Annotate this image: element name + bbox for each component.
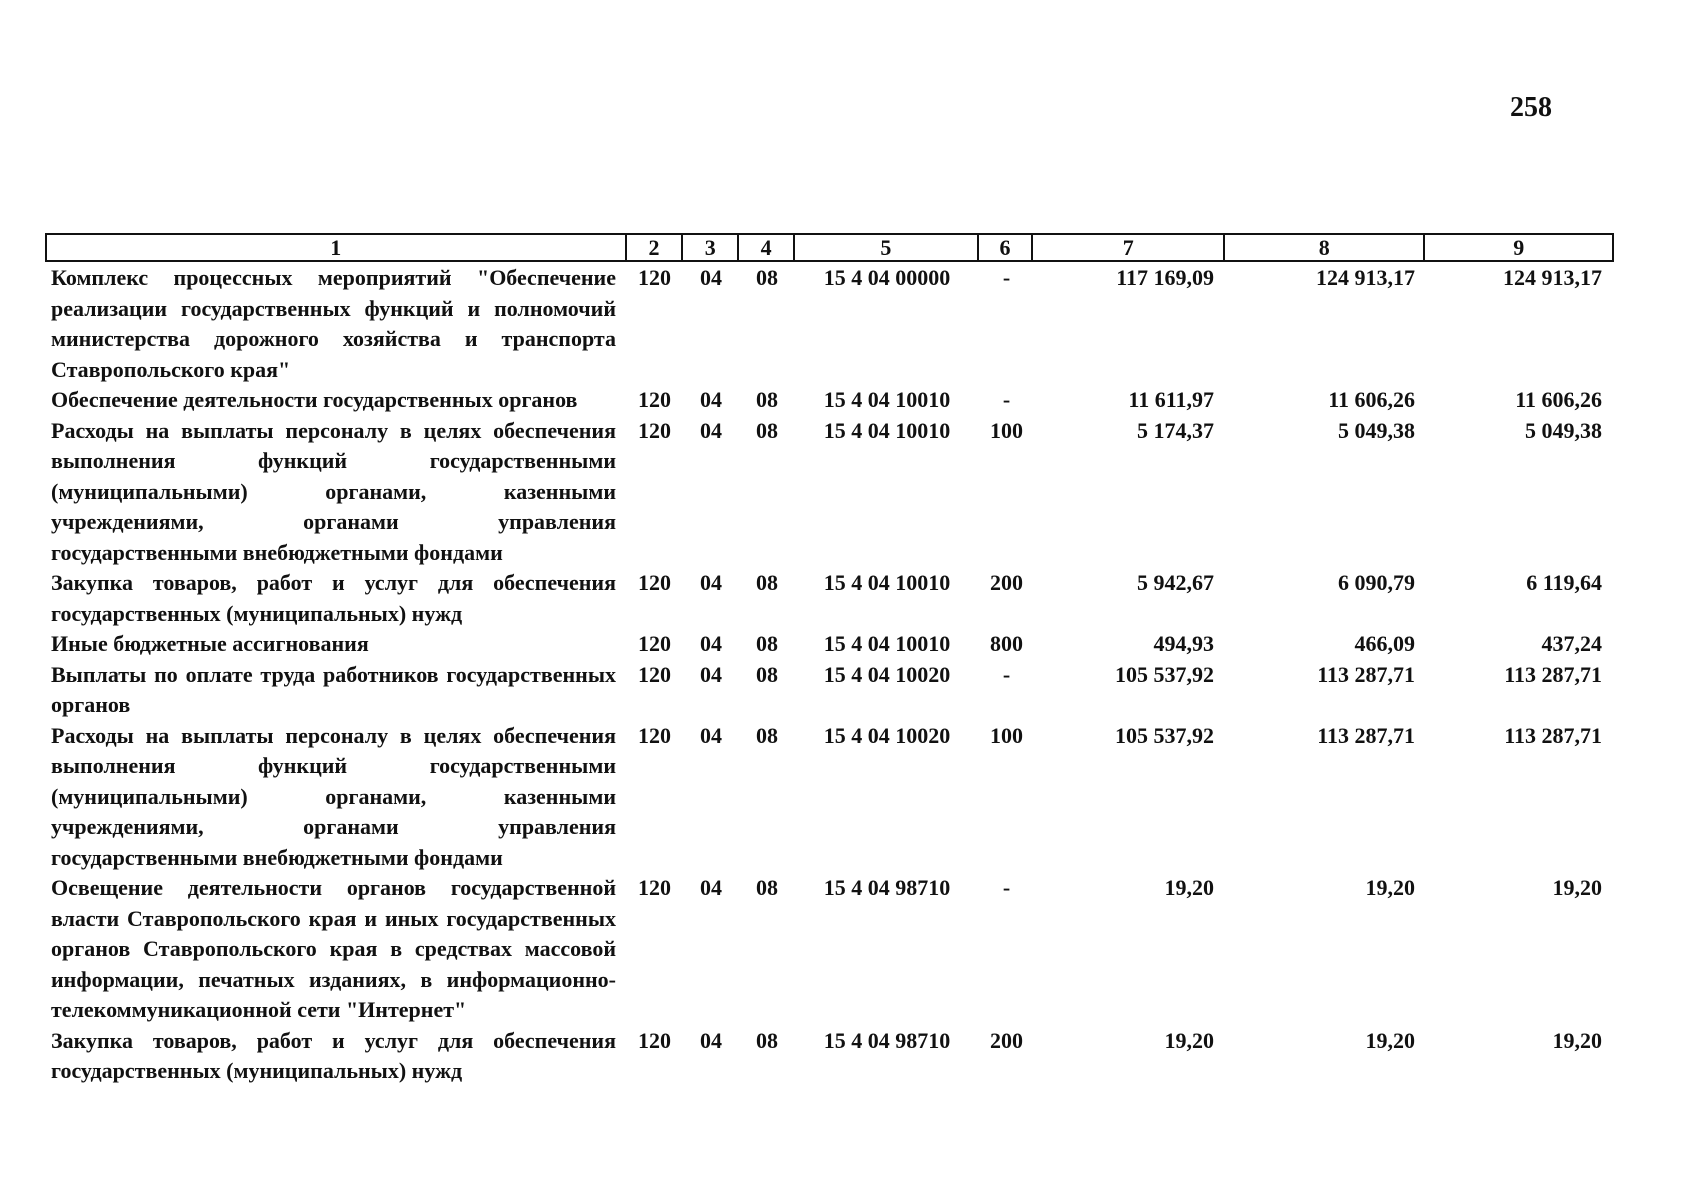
table-row xyxy=(45,629,1614,660)
cell-col-4: 08 xyxy=(756,631,778,656)
cell-col-7: 19,20 xyxy=(1164,875,1214,900)
row-description: Освещение деятельности органов государственной власти Ставропольского края и иных государственных органов Ставропольского края в средствах массовой информации, печатных изданиях, в информационно-телекоммуникационной сети "Интернет" xyxy=(51,875,616,1022)
cell-col-7: 494,93 xyxy=(1153,631,1214,656)
header-cell: 9 xyxy=(1513,235,1525,260)
row-description: Иные бюджетные ассигнования xyxy=(51,631,369,656)
cell-col-9: 6 119,64 xyxy=(1526,570,1602,595)
cell-col-6: 100 xyxy=(990,417,1023,443)
cell-col-3: 04 xyxy=(700,875,722,900)
cell-col-2: 120 xyxy=(638,661,671,687)
cell-col-3: 04 xyxy=(700,387,722,412)
cell-col-2: 120 xyxy=(638,1027,671,1053)
cell-col-5: 15 4 04 10010 xyxy=(823,387,951,412)
cell-col-3: 04 xyxy=(700,417,722,443)
cell-col-3: 04 xyxy=(700,265,722,290)
cell-col-6: - xyxy=(1002,265,1011,290)
cell-col-7: 117 169,09 xyxy=(1116,265,1214,290)
cell-col-6: - xyxy=(1002,387,1011,412)
cell-col-5: 15 4 04 10010 xyxy=(823,570,951,595)
cell-col-4: 08 xyxy=(756,875,778,900)
cell-col-4: 08 xyxy=(756,570,778,595)
row-description: Комплекс процессных мероприятий "Обеспечение реализации государственных функций и полномочий министерства дорожного хозяйства и транспорта Ставропольского края" xyxy=(51,265,616,382)
cell-col-7: 19,20 xyxy=(1164,1027,1214,1053)
header-cell: 8 xyxy=(1225,235,1425,260)
cell-col-2: 120 xyxy=(638,875,671,900)
cell-col-2: 120 xyxy=(638,722,671,748)
table-row xyxy=(45,873,1614,1026)
cell-col-8: 113 287,71 xyxy=(1317,661,1415,687)
cell-col-8: 19,20 xyxy=(1365,1027,1415,1053)
cell-col-6: 200 xyxy=(990,570,1023,595)
table-row xyxy=(45,416,1614,569)
cell-col-7: 11 611,97 xyxy=(1128,387,1214,412)
cell-col-3: 04 xyxy=(700,661,722,687)
row-description: Выплаты по оплате труда работников государственных органов xyxy=(51,661,616,717)
cell-col-7: 105 537,92 xyxy=(1115,661,1214,687)
header-cell: 3 xyxy=(683,235,739,260)
table-row xyxy=(45,263,1614,385)
cell-col-8: 19,20 xyxy=(1365,875,1415,900)
cell-col-4: 08 xyxy=(756,265,778,290)
cell-col-5: 15 4 04 98710 xyxy=(823,875,951,900)
cell-col-9: 113 287,71 xyxy=(1504,661,1602,687)
table-header-row xyxy=(45,233,1614,262)
cell-col-6: - xyxy=(1002,875,1011,900)
cell-col-2: 120 xyxy=(638,265,671,290)
cell-col-9: 5 049,38 xyxy=(1525,417,1602,443)
cell-col-8: 11 606,26 xyxy=(1328,387,1415,412)
header-cell: 5 xyxy=(795,235,979,260)
cell-col-2: 120 xyxy=(638,631,671,656)
header-cell: 6 xyxy=(979,235,1034,260)
cell-col-9: 124 913,17 xyxy=(1503,265,1602,290)
cell-col-8: 6 090,79 xyxy=(1338,570,1415,595)
cell-col-6: 800 xyxy=(990,631,1023,656)
cell-col-5: 15 4 04 10020 xyxy=(823,722,951,748)
cell-col-5: 15 4 04 10020 xyxy=(823,661,951,687)
cell-col-4: 08 xyxy=(756,1027,778,1053)
header-cell: 1 xyxy=(47,235,627,260)
cell-col-6: 200 xyxy=(990,1027,1023,1053)
cell-col-9: 19,20 xyxy=(1552,875,1602,900)
cell-col-9: 19,20 xyxy=(1552,1027,1602,1053)
table-row xyxy=(45,1026,1614,1087)
cell-col-8: 124 913,17 xyxy=(1316,265,1415,290)
cell-col-2: 120 xyxy=(638,417,671,443)
cell-col-5: 15 4 04 10010 xyxy=(823,417,951,443)
row-description: Закупка товаров, работ и услуг для обеспечения государственных (муниципальных) нужд xyxy=(51,570,616,626)
table-body xyxy=(45,263,1614,1087)
cell-col-9: 113 287,71 xyxy=(1504,722,1602,748)
cell-col-7: 5 942,67 xyxy=(1137,570,1214,595)
cell-col-4: 08 xyxy=(756,722,778,748)
cell-col-8: 466,09 xyxy=(1354,631,1415,656)
budget-table xyxy=(45,233,1614,1087)
table-row xyxy=(45,721,1614,874)
header-cell: 2 xyxy=(627,235,684,260)
cell-col-5: 15 4 04 00000 xyxy=(823,265,951,290)
cell-col-2: 120 xyxy=(638,570,671,595)
cell-col-7: 5 174,37 xyxy=(1137,417,1214,443)
cell-col-4: 08 xyxy=(756,417,778,443)
cell-col-3: 04 xyxy=(700,631,722,656)
cell-col-3: 04 xyxy=(700,570,722,595)
cell-col-7: 105 537,92 xyxy=(1115,722,1214,748)
cell-col-6: 100 xyxy=(990,722,1023,748)
cell-col-5: 15 4 04 10010 xyxy=(823,631,951,656)
row-description: Расходы на выплаты персоналу в целях обеспечения выполнения функций государственными (муниципальными) органами, казенными учреждениями, органами управления государственными внебюджетными фондами xyxy=(51,722,616,870)
cell-col-8: 5 049,38 xyxy=(1338,417,1415,443)
table-row xyxy=(45,568,1614,629)
cell-col-9: 437,24 xyxy=(1541,631,1602,656)
table-row xyxy=(45,385,1614,416)
cell-col-5: 15 4 04 98710 xyxy=(823,1027,951,1053)
cell-col-3: 04 xyxy=(700,1027,722,1053)
cell-col-8: 113 287,71 xyxy=(1317,722,1415,748)
cell-col-6: - xyxy=(1002,661,1011,687)
table-row xyxy=(45,660,1614,721)
cell-col-4: 08 xyxy=(756,387,778,412)
header-cell: 7 xyxy=(1033,235,1225,260)
cell-col-3: 04 xyxy=(700,722,722,748)
row-description: Расходы на выплаты персоналу в целях обеспечения выполнения функций государственными (муниципальными) органами, казенными учреждениями, органами управления государственными внебюджетными фондами xyxy=(51,417,616,565)
row-description: Обеспечение деятельности государственных органов xyxy=(51,387,578,412)
cell-col-9: 11 606,26 xyxy=(1515,387,1602,412)
cell-col-2: 120 xyxy=(638,387,671,412)
row-description: Закупка товаров, работ и услуг для обеспечения государственных (муниципальных) нужд xyxy=(51,1027,616,1083)
cell-col-4: 08 xyxy=(756,661,778,687)
header-cell: 4 xyxy=(739,235,795,260)
page-number: 258 xyxy=(1510,92,1552,123)
